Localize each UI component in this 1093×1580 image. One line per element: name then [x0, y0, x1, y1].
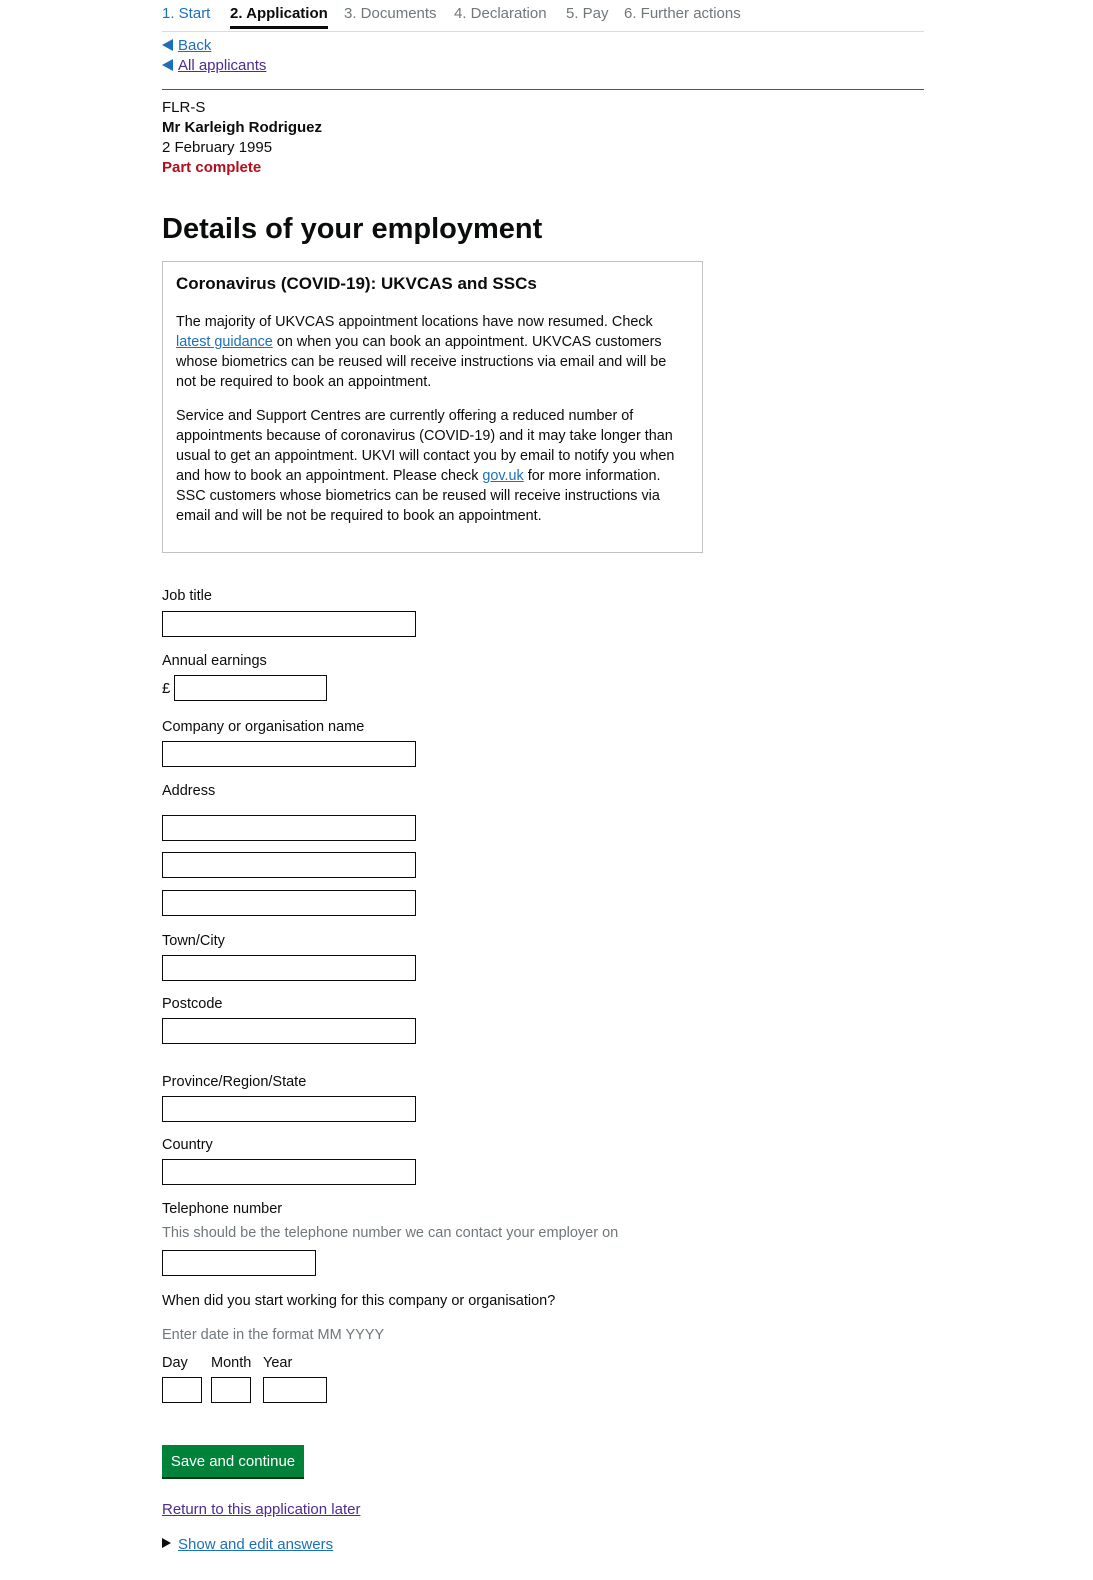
- year-label: Year: [263, 1355, 293, 1371]
- back-arrow-icon: [162, 59, 173, 71]
- all-applicants-row: [162, 57, 266, 75]
- progress-steps: [162, 0, 924, 32]
- expand-triangle-icon: [162, 1538, 171, 1548]
- step-further-actions: 6. Further actions: [624, 5, 741, 22]
- job-title-label: Job title: [162, 588, 212, 604]
- day-input[interactable]: [162, 1377, 202, 1403]
- town-input[interactable]: [162, 955, 416, 981]
- telephone-label: Telephone number: [162, 1201, 283, 1217]
- latest-guidance-link[interactable]: latest guidance: [176, 334, 273, 350]
- day-label: Day: [162, 1355, 188, 1371]
- annual-earnings-input[interactable]: [174, 675, 327, 701]
- month-input[interactable]: [211, 1377, 251, 1403]
- month-label: Month: [211, 1355, 252, 1371]
- start-date-hint: Enter date in the format MM YYYY: [162, 1327, 385, 1343]
- divider: [162, 89, 924, 90]
- start-date-label: When did you start working for this company or organisation?: [162, 1293, 556, 1309]
- telephone-input[interactable]: [162, 1250, 316, 1276]
- gov-uk-link[interactable]: gov.uk: [482, 468, 524, 484]
- job-title-input[interactable]: [162, 611, 416, 637]
- address-line-1-input[interactable]: [162, 815, 416, 841]
- town-label: Town/City: [162, 933, 225, 949]
- step-documents: 3. Documents: [344, 5, 437, 22]
- notice-paragraph-2: Service and Support Centres are currently offering a reduced number of appointments because of coronavirus (COVID-19) and it may take longer than usual to get an appointment. UKVI will contact you by email to notify you when and how to book an appointment. Please check gov.uk for more information. SSC customers whose biometrics can be reused will receive instructions via email and will be not be required to book an appointment.: [176, 408, 675, 524]
- year-input[interactable]: [263, 1377, 327, 1403]
- application-type: FLR-S: [162, 99, 206, 116]
- show-edit-answers-link[interactable]: Show and edit answers: [178, 1536, 334, 1553]
- covid-notice: [162, 261, 703, 553]
- step-start[interactable]: 1. Start: [162, 5, 211, 22]
- status-badge: Part complete: [162, 159, 262, 176]
- all-applicants-link[interactable]: All applicants: [178, 57, 267, 74]
- step-declaration: 4. Declaration: [454, 5, 547, 22]
- postcode-label: Postcode: [162, 996, 223, 1012]
- page-title: Details of your employment: [162, 213, 543, 245]
- notice-paragraph-1: The majority of UKVCAS appointment locations have now resumed. Check latest guidance on when you can book an appointment. UKVCAS customers whose biometrics can be reused will receive instructions via email and will be not be required to book an appointment.: [176, 314, 667, 390]
- back-link-row: [162, 37, 211, 55]
- show-answers-row[interactable]: [162, 1536, 333, 1554]
- return-later-link[interactable]: Return to this application later: [162, 1501, 361, 1518]
- save-and-continue-button[interactable]: Save and continue: [162, 1445, 304, 1477]
- country-label: Country: [162, 1137, 213, 1153]
- province-input[interactable]: [162, 1096, 416, 1122]
- province-label: Province/Region/State: [162, 1074, 307, 1090]
- currency-symbol: £: [162, 680, 171, 697]
- back-arrow-icon: [162, 39, 173, 51]
- address-label: Address: [162, 783, 216, 799]
- applicant-dob: 2 February 1995: [162, 139, 273, 156]
- address-line-3-input[interactable]: [162, 890, 416, 916]
- step-application: 2. Application: [230, 5, 328, 29]
- postcode-input[interactable]: [162, 1018, 416, 1044]
- telephone-hint: This should be the telephone number we can contact your employer on: [162, 1225, 619, 1241]
- company-name-input[interactable]: [162, 741, 416, 767]
- notice-title: Coronavirus (COVID-19): UKVCAS and SSCs: [176, 274, 537, 293]
- step-pay: 5. Pay: [566, 5, 609, 22]
- address-line-2-input[interactable]: [162, 852, 416, 878]
- annual-earnings-label: Annual earnings: [162, 653, 267, 669]
- company-name-label: Company or organisation name: [162, 719, 365, 735]
- applicant-name: Mr Karleigh Rodriguez: [162, 119, 323, 136]
- country-input[interactable]: [162, 1159, 416, 1185]
- back-link[interactable]: Back: [178, 37, 212, 54]
